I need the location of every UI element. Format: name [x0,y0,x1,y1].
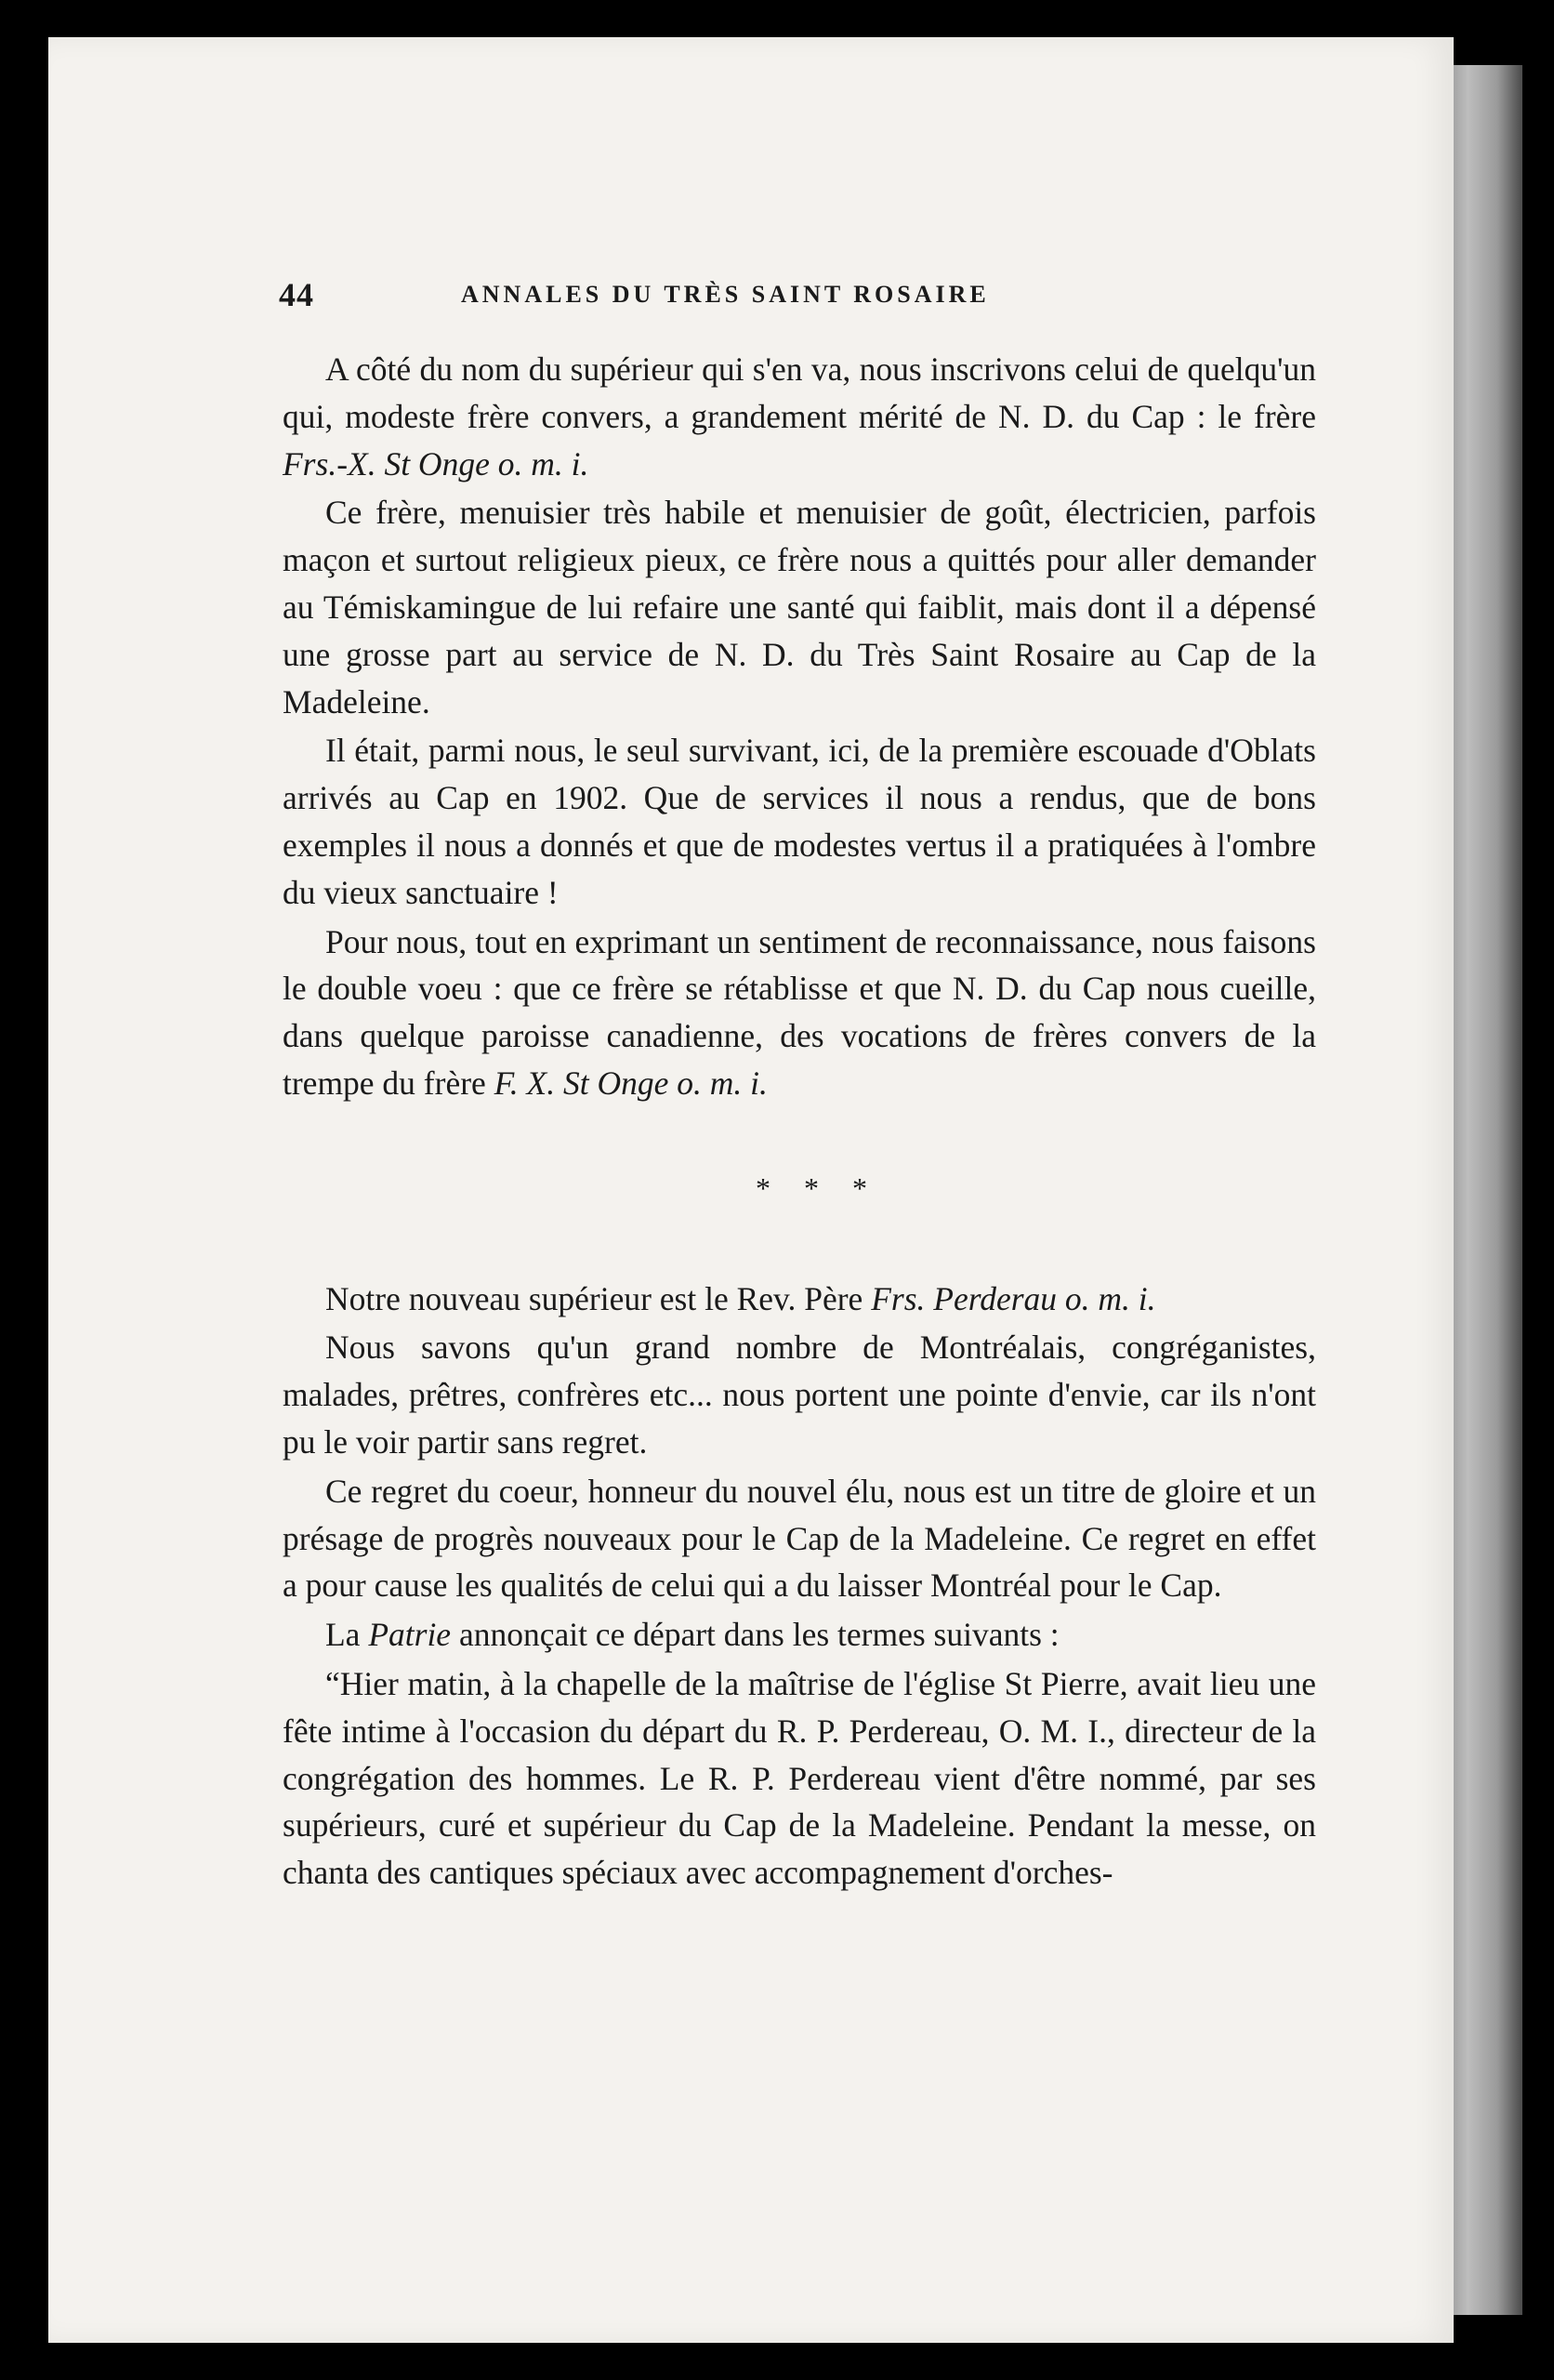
paragraph-8-text-start: La [325,1616,369,1654]
paragraph-2: Ce frère, menuisier très habile et menuisier de goût, électricien, parfois maçon et surtout religieux pieux, ce frère nous a quittés pour aller demander au Témiskamingue de lui refaire une santé qui faiblit, mais dont il a dépensé une grosse part au service de N. D. du Très Saint Rosaire au Cap de la Madeleine. [283,494,1316,721]
paragraph-5 [283,1276,1316,1323]
paragraph-1-italic: Frs.-X. St Onge o. m. i. [283,444,589,483]
body-text [283,346,1316,1898]
page-number: 44 [279,276,314,313]
paragraph-4-text: Pour nous, tout en exprimant un sentiment de reconnaissance, nous faisons le double voeu : que ce frère se rétablisse et que N. D. du Cap nous cueille, dans quelque paroisse canadienne, des vocations de frères convers de la trempe du frère [283,922,1316,1102]
paragraph-3: Il était, parmi nous, le seul survivant, ici, de la première escouade d'Oblats arrivés au Cap en 1902. Que de services il nous a rendus, que de bons exemples il nous a donnés et que de modestes vertus il a pratiquées à l'ombre du vieux sanctuaire ! [283,732,1316,911]
paragraph-5-italic: Frs. Perderau o. m. i. [871,1279,1156,1317]
paragraph-4 [283,919,1316,1107]
running-title: ANNALES DU TRÈS SAINT ROSAIRE [461,281,990,308]
running-head [279,275,1320,322]
paragraph-1 [283,346,1316,487]
paragraph-9: “Hier matin, à la chapelle de la maîtrise de l'église St Pierre, avait lieu une fête intime à l'occasion du départ du R. P. Perdereau, O. M. I., directeur de la congrégation des hommes. Le R. P. Perdereau vient d'être nommé, par ses supérieurs, curé et supérieur du Cap de la Madeleine. Pendant la messe, on chanta des cantiques spéciaux avec accompagnement d'orches- [283,1664,1316,1892]
paragraph-4-italic: F. X. St Onge o. m. i. [494,1064,768,1102]
paragraph-8 [283,1611,1316,1659]
paragraph-5-text: Notre nouveau supérieur est le Rev. Père [325,1279,872,1317]
paragraph-1-text: A côté du nom du supérieur qui s'en va, nous inscrivons celui de quelqu'un qui, modeste frère convers, a grandement mérité de N. D. du Cap : le frère [283,350,1316,435]
paragraph-7: Ce regret du coeur, honneur du nouvel élu, nous est un titre de gloire et un présage de progrès nouveaux pour le Cap de la Madeleine. Ce regret en effet a pour cause les qualités de celui qui a du laisser Montréal pour le Cap. [283,1472,1316,1605]
paragraph-8-text-end: annonçait ce départ dans les termes suivants : [451,1616,1060,1654]
paragraph-8-italic: Patrie [368,1616,452,1654]
section-separator: * * * [756,1170,880,1205]
paragraph-6: Nous savons qu'un grand nombre de Montréalais, congréganistes, malades, prêtres, confrères etc... nous portent une pointe d'envie, car ils n'ont pu le voir partir sans regret. [283,1329,1316,1461]
